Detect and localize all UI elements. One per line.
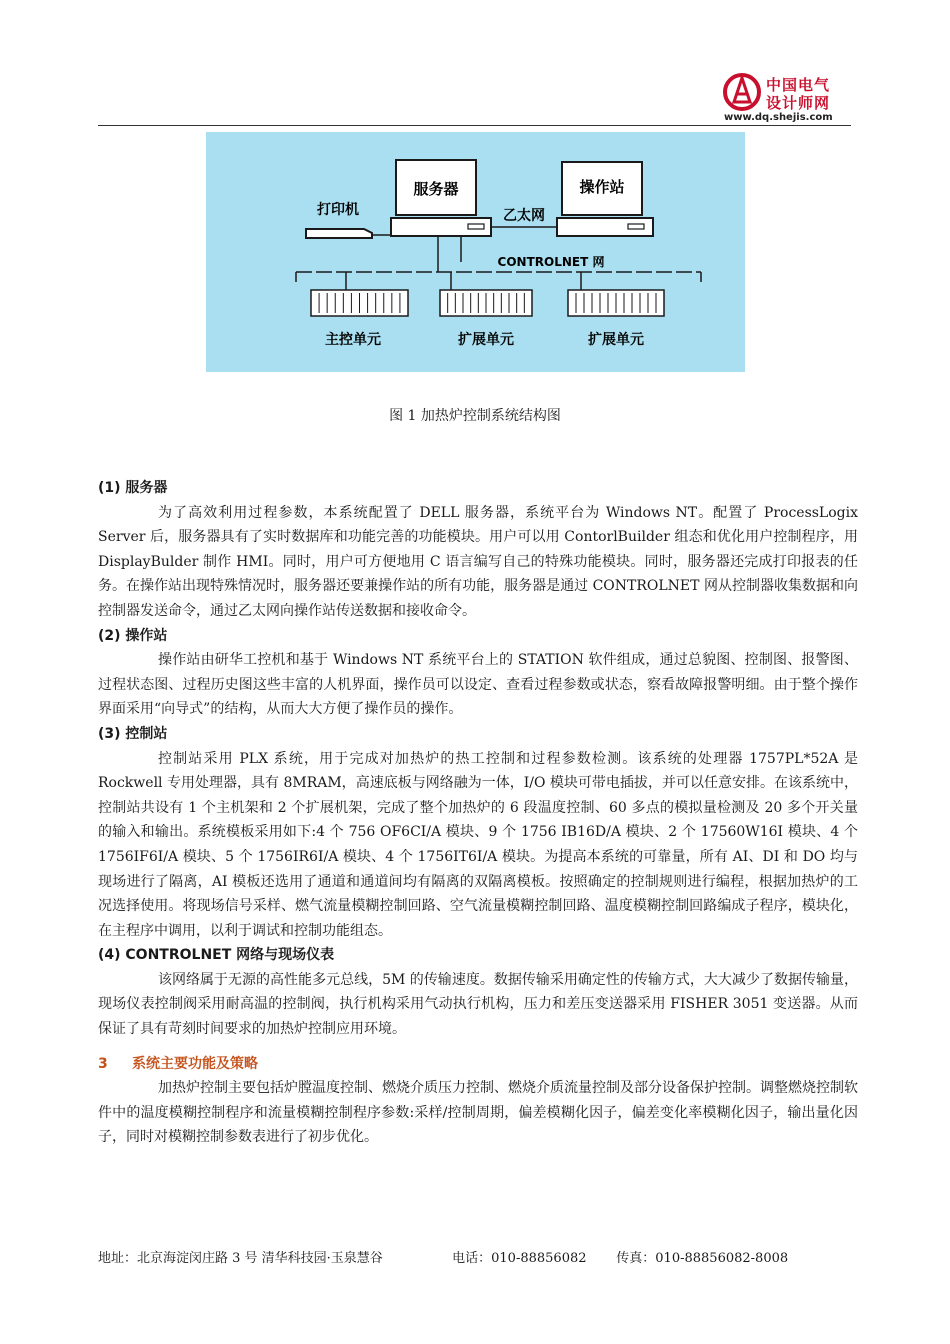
section-paragraph: 该网络属于无源的高性能多元总线，5M 的传输速度。数据传输采用确定性的传输方式，大大减少了数据传输量，现场仪表控制阀采用耐高温的控制阀，执行机构采用气动执行机构，压力和差压变送器采用 FISHER 3051 变送器。从而保证了具有苛刻时间要求的加热炉控制应用环境。 <box>98 971 858 1038</box>
logo-url[interactable]: www.dq.shejis.com <box>724 112 833 123</box>
logo-text-line1: 中国电气 <box>766 76 831 94</box>
station-label: 操作站 <box>579 178 625 196</box>
section-paragraph: 控制站采用 PLX 系统，用于完成对加热炉的热工控制和过程参数检测。该系统的处理器 1757PL*52A 是 Rockwell 专用处理器，具有 8MRAM，高速底板与网络融为一体，I/O 模块可带电插拔，并可以任意安排。在该系统中，控制站共设有 1 个主机架和 2 个扩展机架，完成了整个加热炉的 6 段温度控制、60 多点的模拟量检测及 20 多个开关量的输入和输出。系统模板采用如下:4 个 756 OF6CI/A 模块、9 个 1756 IB16D/A 模块、2 个 17560W16I 模块、4 个 1756IF6I/A 模块、5 个 1756IR6I/A 模块、4 个 1756IT6I/A 模块。为提高本系统的可靠量，所有 AI、DI 和 DO 均与现场进行了隔离，AI 模板还选用了通道和通道间均有隔离的双隔离模板。按照确定的控制规则进行编程，根据加热炉的工况选择使用。将现场信号采样、燃气流量模糊控制回路、空气流量模糊控制回路、温度模糊控制回路编成子程序，模块化，在主程序中调用，以利于调试和控制功能组态。 <box>98 750 858 939</box>
section-3-heading <box>98 1052 858 1077</box>
printer-label: 打印机 <box>317 202 359 218</box>
io-racks <box>311 290 664 316</box>
footer-phone: 电话：010-88856082 <box>452 1251 587 1266</box>
site-logo <box>722 72 852 122</box>
server-label: 服务器 <box>413 180 459 198</box>
section-heading: (3) 控制站 <box>98 725 168 742</box>
section-paragraph: 为了高效利用过程参数，本系统配置了 DELL 服务器，系统平台为 Windows NT。配置了 ProcessLogix Server 后，服务器具有了实时数据库和功能完善的功能模块。用户可以用 ContorlBuilder 组态和优化用户控制程序，用 DisplayBulder 制作 HMI。同时，用户可方便地用 C 语言编写自己的特殊功能模块。同时，服务器还完成打印报表的任务。在操作站出现特殊情况时，服务器还要兼操作站的所有功能，服务器是通过 CONTROLNET 网从控制器收集数据和向控制器发送命令，通过乙太网向操作站传送数据和接收命令。 <box>98 504 858 619</box>
figure-caption: 图 1 加热炉控制系统结构图 <box>389 408 561 424</box>
section-paragraph: 操作站由研华工控机和基于 Windows NT 系统平台上的 STATION 软件组成，通过总貌图、控制图、报警图、过程状态图、过程历史图这些丰富的人机界面，操作员可以设定、查看过程参数或状态，察看故障报警明细。由于整个操作界面采用“向导式”的结构，从而大大方便了操作员的操作。 <box>98 652 858 718</box>
logo-emblem-icon <box>722 72 762 112</box>
main-unit-label: 主控单元 <box>325 332 381 348</box>
section-heading: (1) 服务器 <box>98 480 168 496</box>
ext-unit-label-2: 扩展单元 <box>588 332 644 348</box>
section-heading: (4) CONTROLNET 网络与现场仪表 <box>98 947 335 964</box>
server-base <box>391 218 491 236</box>
section-3-title: 系统主要功能及策略 <box>132 1055 258 1072</box>
system-structure-figure <box>206 132 745 372</box>
footer-fax: 传真：010-88856082-8008 <box>616 1251 789 1266</box>
header-divider <box>98 125 851 126</box>
section-heading: (2) 操作站 <box>98 627 168 644</box>
printer-icon <box>306 229 372 238</box>
footer-address: 地址：北京海淀闵庄路 3 号 清华科技园·玉泉慧谷 <box>98 1251 383 1266</box>
ethernet-label: 乙太网 <box>503 208 545 224</box>
section-3-paragraph: 加热炉控制主要包括炉膛温度控制、燃烧介质压力控制、燃烧介质流量控制及部分设备保护控制。调整燃烧控制软件中的温度模糊控制程序和流量模糊控制程序参数:采样/控制周期，偏差模糊化因子，偏差变化率模糊化因子，输出量化因子，同时对模糊控制参数表进行了初步优化。 <box>98 1080 858 1146</box>
body-content <box>98 476 858 1150</box>
logo-text-line2: 设计师网 <box>766 94 831 112</box>
page-footer <box>98 1247 858 1266</box>
ext-unit-label-1: 扩展单元 <box>458 332 514 348</box>
section-3-number: 3 <box>98 1055 108 1072</box>
controlnet-label: CONTROLNET 网 <box>497 255 605 269</box>
station-base <box>557 218 653 236</box>
